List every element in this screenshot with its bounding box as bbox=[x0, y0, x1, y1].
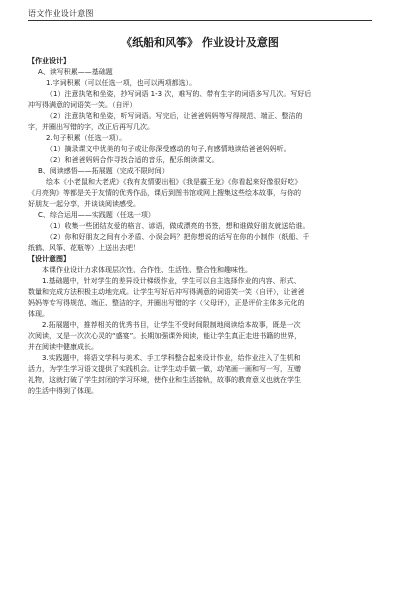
text-line: 2.拓展题中，推荐相关的优秀书目，让学生不受时间限制地阅读绘本故事，既是一次 bbox=[42, 321, 301, 329]
text-line: 冲写得满意的词语笑一笑。（自评） bbox=[28, 101, 137, 109]
text-line: （2）和爸爸妈妈合作寻找合适的音乐，配乐朗读课文。 bbox=[46, 156, 219, 164]
text-line: 妈妈等专写得规范、端正、整洁的字，并圈出写错的字（父母评），正是评价主体多元化的 bbox=[28, 299, 305, 307]
text-line: （1）摘录课文中优美的句子或让你深受感动的句子,有感情地读给爸爸妈妈听。 bbox=[46, 145, 291, 153]
text-line: 2.句子积累（任选一项）。 bbox=[46, 134, 127, 142]
text-line: 数量和完成方法积极主动地完成。让学生写好后冲写得满意的词语笑一笑（自评），让爸爸 bbox=[28, 288, 305, 296]
text-line: （1）收集一些团结友爱的格言、谚语，做成漂亮的书签，想和谁做好朋友就送给谁。 bbox=[46, 222, 310, 230]
text-line: 次阅读，又是一次次心灵的“盛宴”。长期加强课外阅读，能让学生真正走进书籍的世界， bbox=[28, 332, 302, 340]
text-line: A、读写积累——基础题 bbox=[38, 68, 113, 76]
text-line: 3.实践题中，将语文学科与美术、手工学科整合起来设计作业，给作业注入了生机和 bbox=[42, 354, 301, 362]
document-body bbox=[28, 34, 372, 397]
text-line: 体现。 bbox=[28, 310, 49, 318]
text-line: 活力，为学生学习语文提供了实践机会。让学生动手做一做，动笔画一画和写一写，互赠 bbox=[28, 365, 301, 373]
text-line: 1.字词积累（可以任选一项，也可以两项都选）。 bbox=[46, 79, 197, 87]
text-line: 的生活中得到了体现。 bbox=[28, 387, 98, 395]
text-line: 《月亮狗》等都是关于友情的优秀作品，课后到图书馆或网上搜集这些绘本故事，与你的 bbox=[28, 189, 301, 197]
text-line: 纸鹤、风筝、花瓶等）上送出去吧！ bbox=[28, 244, 140, 252]
page-header: 语文作业设计意图 bbox=[28, 9, 94, 18]
text-line: 好朋友一起分享，并谈谈阅读感受。 bbox=[28, 200, 140, 208]
section-heading: 【作业设计】 bbox=[28, 57, 70, 65]
text-line: （2）注意执笔和坐姿，听写词语。写完后，让爸爸妈妈等写得规范、端正、整洁的 bbox=[46, 112, 303, 120]
document-title: 《纸船和风筝》 作业设计及意图 bbox=[121, 36, 279, 49]
text-line: 绘本《小老鼠和大老虎》《我有友情要出租》《我是霸王龙》《你看起来好像很好吃》 bbox=[46, 178, 302, 186]
section-heading: 【设计意图】 bbox=[28, 255, 70, 263]
text-line: C、综合运用——实践题（任选一项） bbox=[38, 211, 155, 219]
text-line: 并在阅读中健康成长。 bbox=[28, 343, 98, 351]
text-line: B、阅读感悟——拓展题（完成不限时间） bbox=[38, 167, 169, 175]
text-line: （2）你和好朋友之间有小矛盾、小误会吗？把你想说的话写在你的小制作（纸船、千 bbox=[46, 233, 310, 241]
text-line: （1）注意执笔和坐姿，抄写词语 1-3 次，难写的、带有生字的词语多写几次。写好后 bbox=[46, 90, 312, 98]
header-divider bbox=[28, 20, 372, 21]
text-line: 本课作业设计力求体现层次性、合作性、生活性、整合性和趣味性。 bbox=[42, 266, 252, 274]
paragraph-list bbox=[28, 56, 372, 397]
text-line: 礼物，这就打破了学生封闭的学习环境，使作业和生活接轨，故事的教育意义也就在学生 bbox=[28, 376, 301, 384]
text-line: 1.基础题中，针对学生的差异设计梯级作业，学生可以自主选择作业的内容、形式、 bbox=[42, 277, 301, 285]
text-line: 字，并圈出写错的字，改正后再写几次。 bbox=[28, 123, 154, 131]
